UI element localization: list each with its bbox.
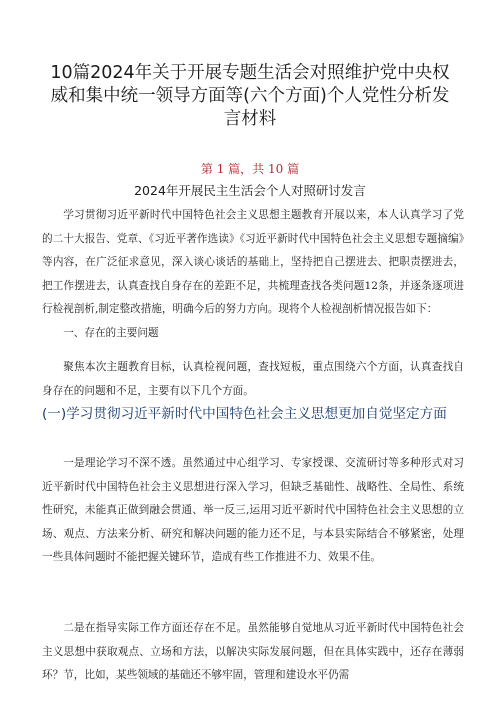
point-two-paragraph: 二是在指导实际工作方面还存在不足。虽然能够自觉地从习近平新时代中国特色社会主义思想中获取观点、立场和方法，以解决实际发展问题，但在具体实践中，还存在薄弱环？节，比如，某些领域的基础还不够牢固，管理和建设水平仍需 [42,622,464,681]
section-heading-problems: 一、存在的主要问题 [63,327,159,339]
intro-paragraph: 学习贯彻习近平新时代中国特色社会主义思想主题教育开展以来，本人认真学习了党的二十大报告、党章、《习近平著作选读》《习近平新时代中国特色社会主义思想专题摘编》等内容，在广泛征求意见，深入谈心谈话的基础上，坚持把自己摆进去、把职责摆进去，把工作摆进去，认真查找自身存在的差距不足，共梳理查找各类问题12条，并逐条逐项进行检视剖析,制定整改措施，明确今后的努力方向。现将个人检视剖析情况报告如下： [42,209,464,315]
part-title: 2024年开展民主生活会个人对照研讨发言 [134,183,366,198]
point-one-paragraph: 一是理论学习不深不透。虽然通过中心组学习、专家授课、交流研讨等多种形式对习近平新时代中国特色社会主义思想进行深入学习，但缺乏基础性、战略性、全局性、系统性研究，未能真正做到融会贯通、举一反三,运用习近平新时代中国特色社会主义思想的立场、观点、方法来分析、研究和解决问题的能力还不足，与本县实际结合不够紧密，处理一些具体问题时不能把握关键环节，造成有些工作推进不力、效果不佳。 [42,457,464,563]
document-title: 10篇2024年关于开展专题生活会对照维护党中央权威和集中统一领导方面等(六个方面)个人党性分析发言材料 [50,63,450,129]
focus-paragraph: 聚焦本次主题教育目标，认真检视问题，查找短板，重点围绕六个方面，认真查找自身存在的问题和不足，主要有以下几个方面。 [42,361,464,397]
subsection-heading: (一)学习贯彻习近平新时代中国特色社会主义思想更加自觉坚定方面 [42,406,447,422]
part-counter: 第 1 篇，共 10 篇 [200,162,300,176]
